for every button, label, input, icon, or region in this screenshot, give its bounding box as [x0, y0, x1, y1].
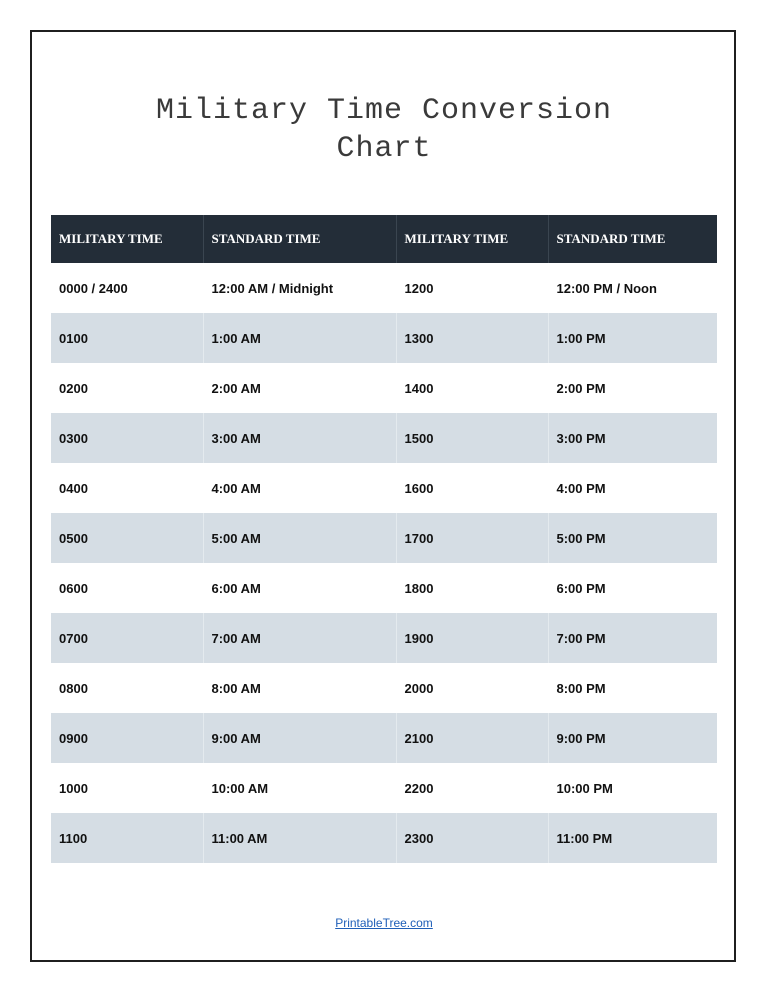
standard-time-cell: 5:00 AM — [203, 513, 396, 563]
military-time-cell: 0400 — [51, 463, 203, 513]
standard-time-cell: 10:00 PM — [548, 763, 717, 813]
standard-time-cell: 9:00 AM — [203, 713, 396, 763]
table-header — [51, 215, 717, 263]
table-row — [51, 613, 717, 663]
standard-time-cell: 5:00 PM — [548, 513, 717, 563]
military-time-cell: 0300 — [51, 413, 203, 463]
military-time-cell: 1200 — [396, 263, 548, 313]
header-row — [51, 215, 717, 263]
header-standard-time-2: STANDARD TIME — [548, 215, 717, 263]
military-time-cell: 0700 — [51, 613, 203, 663]
header-military-time-2: MILITARY TIME — [396, 215, 548, 263]
military-time-cell: 1300 — [396, 313, 548, 363]
footer-website-link[interactable]: PrintableTree.com — [335, 916, 433, 930]
standard-time-cell: 7:00 PM — [548, 613, 717, 663]
standard-time-cell: 7:00 AM — [203, 613, 396, 663]
title-line-2: Chart — [336, 132, 432, 166]
standard-time-cell: 3:00 AM — [203, 413, 396, 463]
standard-time-cell: 8:00 PM — [548, 663, 717, 713]
military-time-cell: 1000 — [51, 763, 203, 813]
military-time-cell: 0600 — [51, 563, 203, 613]
military-time-cell: 1700 — [396, 513, 548, 563]
military-time-cell: 0100 — [51, 313, 203, 363]
standard-time-cell: 4:00 AM — [203, 463, 396, 513]
table-row — [51, 663, 717, 713]
standard-time-cell: 11:00 AM — [203, 813, 396, 863]
military-time-cell: 1900 — [396, 613, 548, 663]
title-line-1: Military Time Conversion — [155, 94, 613, 128]
military-time-cell: 0800 — [51, 663, 203, 713]
military-time-cell: 0900 — [51, 713, 203, 763]
standard-time-cell: 1:00 PM — [548, 313, 717, 363]
military-time-cell: 2000 — [396, 663, 548, 713]
header-standard-time-1: STANDARD TIME — [203, 215, 396, 263]
standard-time-cell: 2:00 PM — [548, 363, 717, 413]
standard-time-cell: 2:00 AM — [203, 363, 396, 413]
table-row — [51, 263, 717, 313]
table-row — [51, 713, 717, 763]
table-row — [51, 463, 717, 513]
military-time-cell: 0000 / 2400 — [51, 263, 203, 313]
page-title — [0, 92, 768, 168]
standard-time-cell: 10:00 AM — [203, 763, 396, 813]
military-time-cell: 2100 — [396, 713, 548, 763]
standard-time-cell: 4:00 PM — [548, 463, 717, 513]
table-row — [51, 413, 717, 463]
military-time-cell: 1100 — [51, 813, 203, 863]
military-time-cell: 1600 — [396, 463, 548, 513]
standard-time-cell: 12:00 PM / Noon — [548, 263, 717, 313]
table-row — [51, 813, 717, 863]
table-row — [51, 563, 717, 613]
military-time-cell: 2300 — [396, 813, 548, 863]
standard-time-cell: 12:00 AM / Midnight — [203, 263, 396, 313]
table-row — [51, 313, 717, 363]
header-military-time-1: MILITARY TIME — [51, 215, 203, 263]
military-time-cell: 2200 — [396, 763, 548, 813]
standard-time-cell: 8:00 AM — [203, 663, 396, 713]
military-time-cell: 1400 — [396, 363, 548, 413]
military-time-cell: 1800 — [396, 563, 548, 613]
standard-time-cell: 9:00 PM — [548, 713, 717, 763]
standard-time-cell: 1:00 AM — [203, 313, 396, 363]
standard-time-cell: 11:00 PM — [548, 813, 717, 863]
military-time-cell: 0500 — [51, 513, 203, 563]
table-body — [51, 263, 717, 863]
standard-time-cell: 6:00 AM — [203, 563, 396, 613]
standard-time-cell: 3:00 PM — [548, 413, 717, 463]
standard-time-cell: 6:00 PM — [548, 563, 717, 613]
table-row — [51, 763, 717, 813]
table-row — [51, 363, 717, 413]
table-row — [51, 513, 717, 563]
military-time-cell: 1500 — [396, 413, 548, 463]
conversion-table — [51, 215, 717, 863]
military-time-cell: 0200 — [51, 363, 203, 413]
